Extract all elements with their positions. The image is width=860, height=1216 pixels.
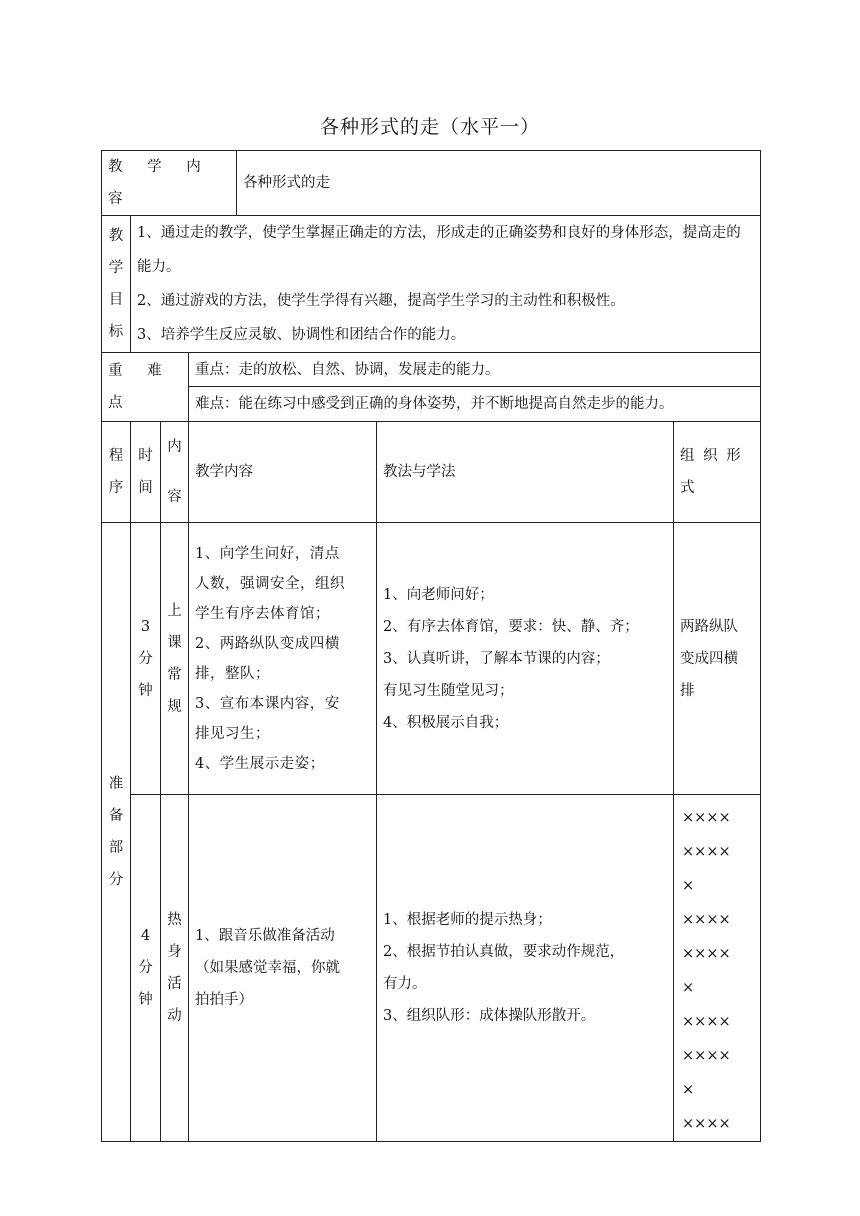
key-points-label: 重 难 点 bbox=[102, 353, 189, 422]
objectives-label: 教 学 目 标 bbox=[102, 216, 131, 353]
content-label: 教 学 内 容 bbox=[102, 151, 237, 216]
col-time: 时 间 bbox=[131, 422, 161, 523]
row-time: 3 分 钟 bbox=[131, 523, 161, 795]
row-methods: 1、向老师问好； 2、有序去体育馆，要求：快、静、齐； 3、认真听讲，了解本节课的内容； 有见习生随堂见习； 4、积极展示自我； bbox=[377, 523, 674, 795]
row-content: 热 身 活 动 bbox=[161, 795, 189, 1142]
objectives-list bbox=[131, 216, 761, 353]
row-time: 4 分 钟 bbox=[131, 795, 161, 1142]
col-procedure: 程 序 bbox=[102, 422, 131, 523]
row-organization-formation: ×××× ×××× × ×××× ×××× × ×××× ×××× × ×××× bbox=[674, 795, 761, 1142]
row-teaching-content: 1、跟音乐做准备活动 （如果感觉幸福，你就 拍拍手） bbox=[189, 795, 377, 1142]
content-value: 各种形式的走 bbox=[237, 151, 761, 216]
row-teaching-content: 1、向学生问好，清点 人数，强调安全，组织 学生有序去体育馆； 2、两路纵队变成四横 排，整队； 3、宣布本课内容，安 排见习生； 4、学生展示走姿； bbox=[189, 523, 377, 795]
row-methods: 1、根据老师的提示热身； 2、根据节拍认真做，要求动作规范， 有力。 3、组织队形：成体操队形散开。 bbox=[377, 795, 674, 1142]
row-content: 上 课 常 规 bbox=[161, 523, 189, 795]
objective-item: 1、通过走的教学，使学生掌握正确走的方法，形成走的正确姿势和良好的身体形态，提高走的能力。 bbox=[137, 225, 741, 275]
page-title: 各种形式的走（水平一） bbox=[319, 116, 540, 138]
col-teaching-content: 教学内容 bbox=[189, 422, 377, 523]
section-name: 准 备 部 分 bbox=[102, 523, 131, 1142]
col-content: 内 容 bbox=[161, 422, 189, 523]
difficulty-point: 难点：能在练习中感受到正确的身体姿势，并不断地提高自然走步的能力。 bbox=[189, 387, 761, 422]
objective-item: 3、培养学生反应灵敏、协调性和团结合作的能力。 bbox=[137, 327, 466, 343]
row-organization: 两路纵队 变成四横 排 bbox=[674, 523, 761, 795]
objective-item: 2、通过游戏的方法，使学生学得有兴趣，提高学生学习的主动性和积极性。 bbox=[137, 293, 625, 309]
col-organization: 组 织 形 式 bbox=[674, 422, 761, 523]
key-point: 重点：走的放松、自然、协调，发展走的能力。 bbox=[189, 353, 761, 387]
col-methods: 教法与学法 bbox=[377, 422, 674, 523]
lesson-plan-table bbox=[101, 150, 761, 1142]
